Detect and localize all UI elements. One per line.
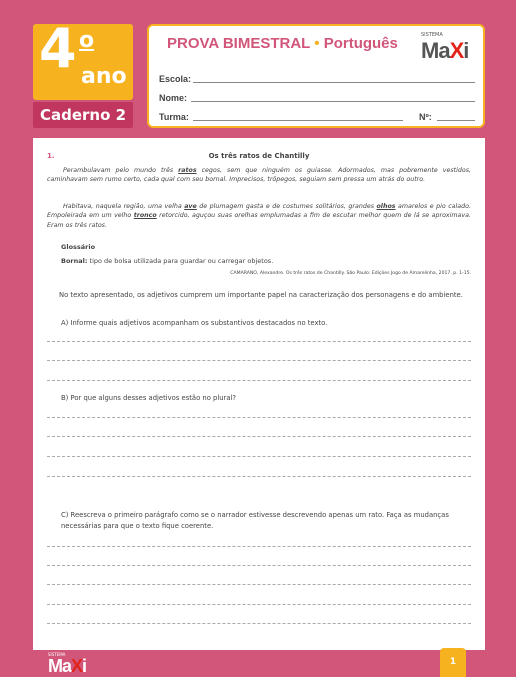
glossary-term: Bornal: — [61, 257, 88, 265]
answer-line[interactable] — [47, 476, 471, 477]
maxi-logo — [421, 32, 469, 68]
highlighted-noun: olhos — [376, 203, 396, 210]
answer-line[interactable] — [47, 341, 471, 342]
footer-maxi-logo — [48, 652, 92, 676]
answer-line[interactable] — [47, 417, 471, 418]
number-field[interactable] — [437, 120, 475, 121]
glossary-entry — [61, 257, 273, 265]
title-separator: • — [314, 35, 320, 52]
answer-line[interactable] — [47, 565, 471, 566]
subject-name: Português — [323, 35, 398, 52]
item-b-prompt: B) Por que alguns desses adjetivos estão no plural? — [61, 394, 237, 402]
number-label: Nº: — [419, 112, 432, 122]
school-field[interactable] — [193, 82, 475, 83]
question-intro: No texto apresentado, os adjetivos cumprem um importante papel na caracterização dos personagens e do ambiente. — [59, 291, 463, 299]
name-label: Nome: — [159, 93, 188, 103]
footer-logo-brand: MaXi — [48, 656, 87, 676]
answer-line[interactable] — [47, 360, 471, 361]
answer-line[interactable] — [47, 436, 471, 437]
logo-brand: MaXi — [421, 38, 469, 63]
notebook-label: Caderno 2 — [33, 102, 133, 128]
story-paragraph-1: Perambulavam pelo mundo três ratos cegos, sem que ninguém os guiasse. Adormados, mas pobremente vestidos, caminhavam sem rumo certo, cada qual com seu bornal. Imprecisos, trôpegos, seguiam sem pressa um atrás do outro. — [47, 167, 471, 184]
grade-box — [33, 17, 133, 100]
item-c-prompt: C) Reescreva o primeiro parágrafo como se o narrador estivesse descrevendo apenas um rato. Faça as mudanças necessárias para que o texto fique coerente. — [61, 511, 449, 530]
answer-line[interactable] — [47, 623, 471, 624]
grade-number: 4 — [39, 17, 77, 80]
answer-line[interactable] — [47, 584, 471, 585]
logo-tagline: SISTEMA — [421, 32, 443, 38]
class-label: Turma: — [159, 112, 189, 122]
school-label: Escola: — [159, 74, 192, 84]
exam-info-box — [147, 24, 485, 128]
footer-logo-tagline: SISTEMA — [48, 652, 66, 657]
glossary-definition: tipo de bolsa utilizada para guardar ou carregar objetos. — [87, 257, 274, 265]
grade-word: ano — [81, 64, 127, 89]
answer-line[interactable] — [47, 546, 471, 547]
exam-title-text: PROVA BIMESTRAL — [167, 35, 311, 52]
answer-line[interactable] — [47, 380, 471, 381]
exam-page — [33, 138, 485, 650]
question-number: 1. — [47, 152, 55, 160]
page-number: 1 — [440, 648, 466, 677]
answer-line[interactable] — [47, 604, 471, 605]
glossary-title: Glossário — [61, 243, 96, 251]
citation: CAMARANO, Alexandre. Os três ratos de Chantilly. São Paulo: Edições Jogo de Amarelinha, 2017. p. 1-15. — [230, 271, 471, 276]
story-title: Os três ratos de Chantilly — [208, 152, 310, 160]
name-field[interactable] — [191, 101, 475, 102]
highlighted-noun: ave — [184, 203, 197, 210]
item-a-prompt: A) Informe quais adjetivos acompanham os substantivos destacados no texto. — [61, 319, 328, 327]
class-field[interactable] — [193, 120, 403, 121]
grade-ordinal: o — [79, 28, 95, 53]
exam-title — [167, 35, 398, 52]
highlighted-noun: tronco — [133, 212, 157, 220]
highlighted-noun: ratos — [178, 167, 197, 174]
story-paragraph-2: Habitava, naquela região, uma velha ave de plumagem gasta e de costumes solitários, grandes olhos amarelos e pio calado. Empoleirada em um velho tronco retorcido, aguçou suas orelhas emplumadas a fim de escutar melhor quem de lá se aproximava. Eram os três ratos. — [47, 203, 471, 229]
answer-line[interactable] — [47, 456, 471, 457]
